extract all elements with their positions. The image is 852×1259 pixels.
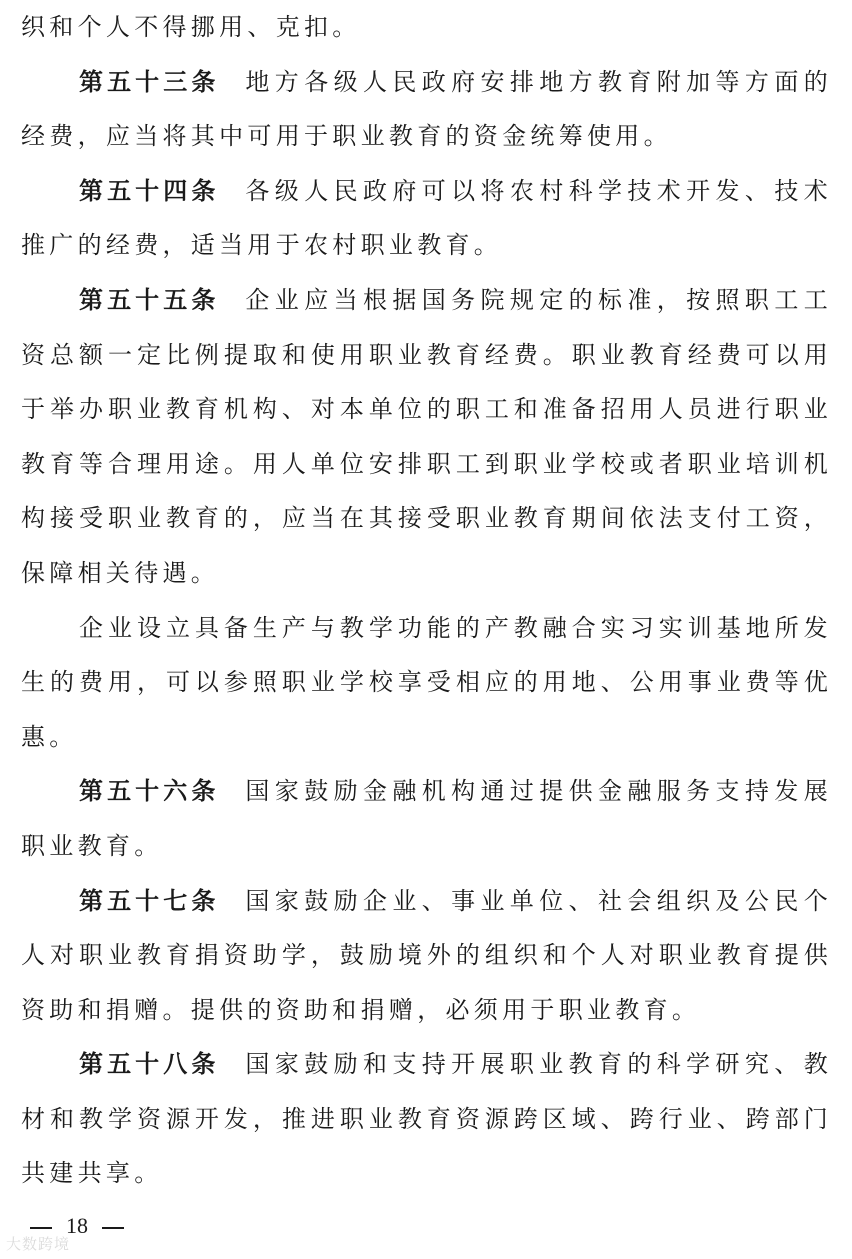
article-text: 各级人民政府可以将农村科学技术开发、技术推广的经费，适当用于农村职业教育。 [21, 176, 833, 260]
article-53 [21, 55, 832, 164]
article-text: 企业应当根据国务院规定的标准，按照职工工资总额一定比例提取和使用职业教育经费。职业教育经费可以用于举办职业教育机构、对本单位的职工和准备招用人员进行职业教育等合理用途。用人单位安排职工到职业学校或者职业培训机构接受职业教育的，应当在其接受职业教育期间依法支付工资，保障相关待遇。 [21, 285, 833, 587]
article-number: 第五十七条 [79, 885, 220, 915]
paragraph-continuation [21, 0, 832, 55]
article-number: 第五十六条 [79, 776, 220, 806]
watermark: 大数跨境 [6, 1235, 71, 1253]
article-text: 企业设立具备生产与教学功能的产教融合实习实训基地所发生的费用，可以参照职业学校享受相应的用地、公用事业费等优惠。 [21, 613, 832, 751]
article-text: 国家鼓励和支持开展职业教育的科学研究、教材和教学资源开发，推进职业教育资源跨区域、跨行业、跨部门共建共享。 [21, 1050, 833, 1188]
article-text: 国家鼓励金融机构通过提供金融服务支持发展职业教育。 [21, 777, 833, 860]
article-number: 第五十三条 [79, 66, 220, 96]
article-number: 第五十五条 [79, 284, 220, 314]
article-56 [21, 764, 832, 873]
article-58 [21, 1037, 832, 1201]
article-text: 地方各级人民政府安排地方教育附加等方面的经费，应当将其中可用于职业教育的资金统筹使用。 [21, 67, 833, 151]
document-body [21, 0, 832, 1201]
paragraph-text: 织和个人不得挪用、克扣。 [21, 13, 361, 41]
footer-dash-left [30, 1227, 52, 1229]
article-number: 第五十四条 [79, 175, 220, 205]
article-number: 第五十八条 [79, 1049, 220, 1079]
article-54 [21, 164, 832, 273]
article-57 [21, 874, 832, 1038]
article-text: 国家鼓励企业、事业单位、社会组织及公民个人对职业教育捐资助学，鼓励境外的组织和个人对职业教育提供资助和捐赠。提供的资助和捐赠，必须用于职业教育。 [21, 886, 833, 1024]
page-number: 18 [66, 1213, 88, 1238]
article-55 [21, 273, 832, 601]
footer-dash-right [102, 1227, 124, 1229]
article-55-paragraph-2 [21, 601, 832, 765]
